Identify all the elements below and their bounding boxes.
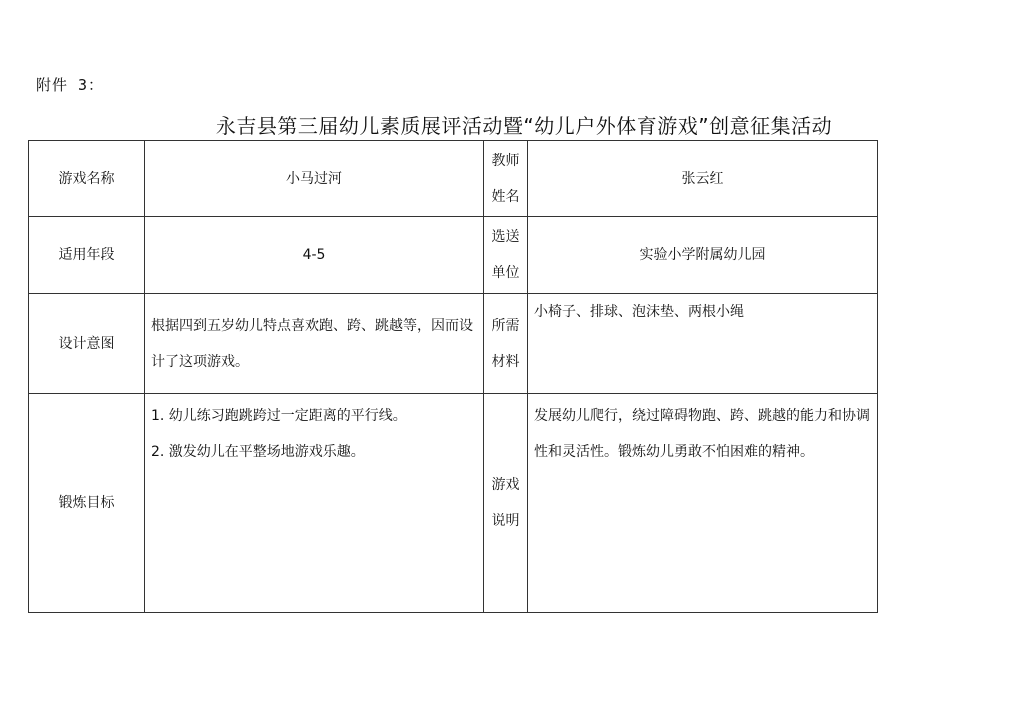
game-name-label: 游戏名称 <box>29 141 145 217</box>
unit-label: 选送单位 <box>491 229 520 281</box>
game-name-value: 小马过河 <box>145 141 484 217</box>
teacher-label-cell <box>484 141 528 217</box>
list-item: 1. 幼儿练习跑跳跨过一定距离的平行线。 <box>151 408 407 424</box>
materials-label: 所需材料 <box>491 317 520 370</box>
materials-value: 小椅子、排球、泡沫垫、两根小绳 <box>534 304 744 320</box>
design-value: 根据四到五岁幼儿特点喜欢跑、跨、跳越等，因而设计了这项游戏。 <box>151 317 473 370</box>
goals-list <box>145 394 484 613</box>
list-item: 2. 激发幼儿在平整场地游戏乐趣。 <box>151 444 365 460</box>
description-value: 发展幼儿爬行，绕过障碍物跑、跨、跳越的能力和协调性和灵活性。锻炼幼儿勇敢不怕困难的精神。 <box>534 408 870 460</box>
age-label: 适用年段 <box>29 217 145 294</box>
table-row <box>29 141 878 217</box>
description-value-cell <box>528 394 878 613</box>
materials-value-cell <box>528 294 878 394</box>
design-value-cell <box>145 294 484 394</box>
age-value: 4-5 <box>145 217 484 294</box>
design-label: 设计意图 <box>29 294 145 394</box>
materials-label-cell <box>484 294 528 394</box>
unit-value: 实验小学附属幼儿园 <box>528 217 878 294</box>
table-row <box>29 294 878 394</box>
unit-label-cell <box>484 217 528 294</box>
teacher-label: 教师姓名 <box>491 152 520 205</box>
description-label: 游戏说明 <box>491 477 520 529</box>
description-label-cell <box>484 394 528 613</box>
goals-label: 锻炼目标 <box>29 394 145 613</box>
game-info-table <box>28 140 878 613</box>
teacher-value: 张云红 <box>528 141 878 217</box>
attachment-label: 附件 3： <box>36 76 105 94</box>
table-row <box>29 217 878 294</box>
table-row <box>29 394 878 613</box>
document-title: 永吉县第三届幼儿素质展评活动暨“幼儿户外体育游戏”创意征集活动 <box>215 114 833 138</box>
